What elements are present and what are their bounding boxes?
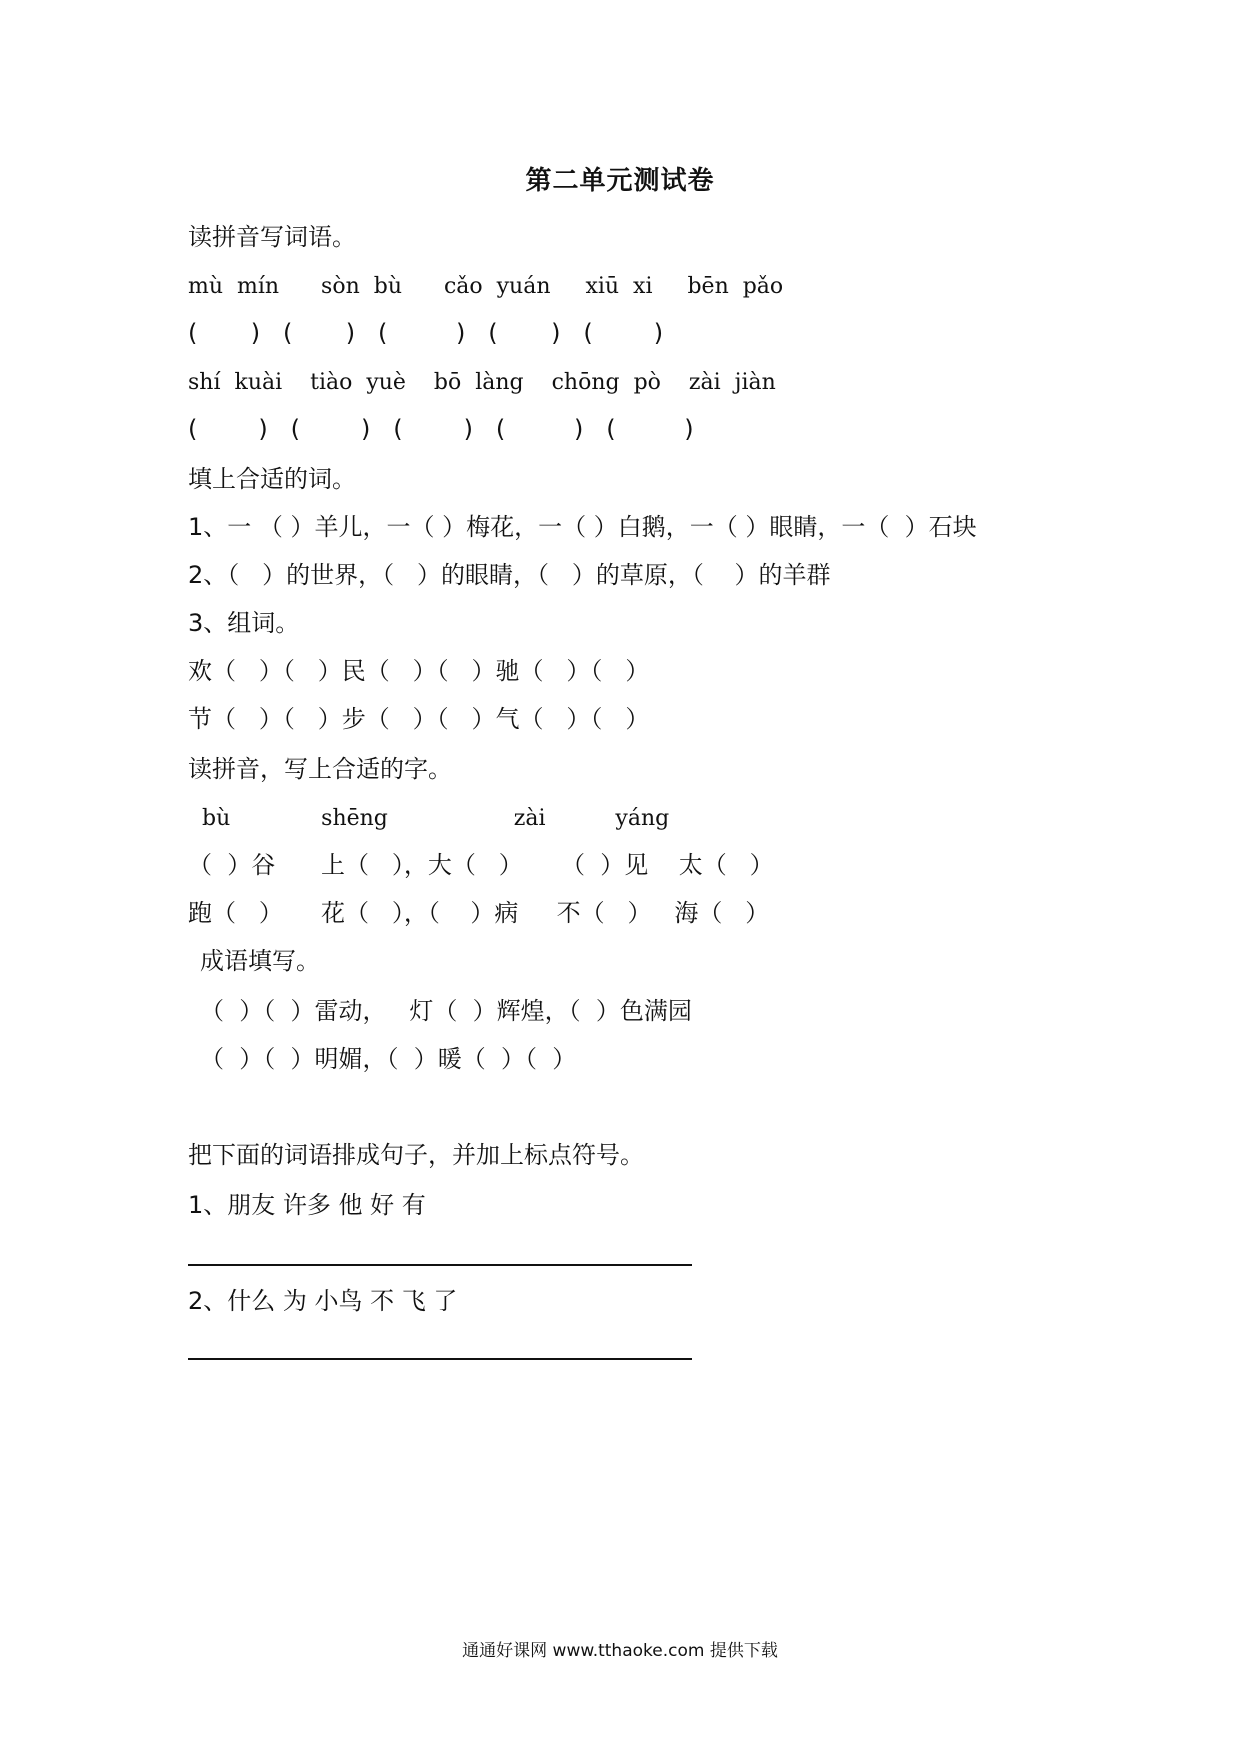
section3-row-b: 跑（ ） 花（ ），（ ）病 不（ ） 海（ ） [188,899,770,927]
fill-item-3-heading: 3、组词。 [188,609,300,637]
fill-item-1: 1、一 （ ）羊儿，一（ ）梅花，一（ ）白鹅，一（ ）眼睛，一（ ）石块 [188,513,977,541]
sentence-item-1: 1、朋友 许多 他 好 有 [188,1191,426,1219]
section5-heading: 把下面的词语排成句子，并加上标点符号。 [188,1141,644,1169]
fill-item-2: 2、（ ）的世界，（ ）的眼睛，（ ）的草原，（ ）的羊群 [188,561,831,589]
sentence-item-2: 2、什么 为 小鸟 不 飞 了 [188,1287,458,1315]
idiom-row-a: （ ）（ ）雷动， 灯（ ）辉煌，（ ）色满园 [200,997,692,1025]
section3-heading: 读拼音，写上合适的字。 [188,755,452,783]
page-title: 第二单元测试卷 [525,166,715,196]
pinyin-row-1: mù mín sòn bù cǎo yuán xiū xi bēn pǎo [188,274,784,299]
word-group-row-a: 欢（ ）（ ）民（ ）（ ）驰（ ）（ ） [188,657,650,685]
idiom-row-b: （ ）（ ）明媚，（ ）暖（ ）（ ） [200,1045,577,1073]
footer-credit: 通通好课网 www.tthaoke.com 提供下载 [462,1641,778,1661]
section3-row-a: （ ）谷 上（ ），大（ ） （ ）见 太（ ） [188,851,774,879]
answer-line-1 [188,1264,692,1266]
blank-row-1: ( ) ( ) ( ) ( ) ( ) [188,319,664,347]
section1-heading: 读拼音写词语。 [188,223,356,251]
section2-heading: 填上合适的词。 [188,465,356,493]
section3-pinyin-row: bù shēng zài yáng [188,806,670,831]
word-group-row-b: 节（ ）（ ）步（ ）（ ）气（ ）（ ） [188,705,650,733]
blank-row-2: ( ) ( ) ( ) ( ) ( ) [188,415,694,443]
pinyin-row-2: shí kuài tiào yuè bō làng chōng pò zài jiàn [188,370,776,395]
section4-heading: 成语填写。 [200,947,320,975]
answer-line-2 [188,1358,692,1360]
